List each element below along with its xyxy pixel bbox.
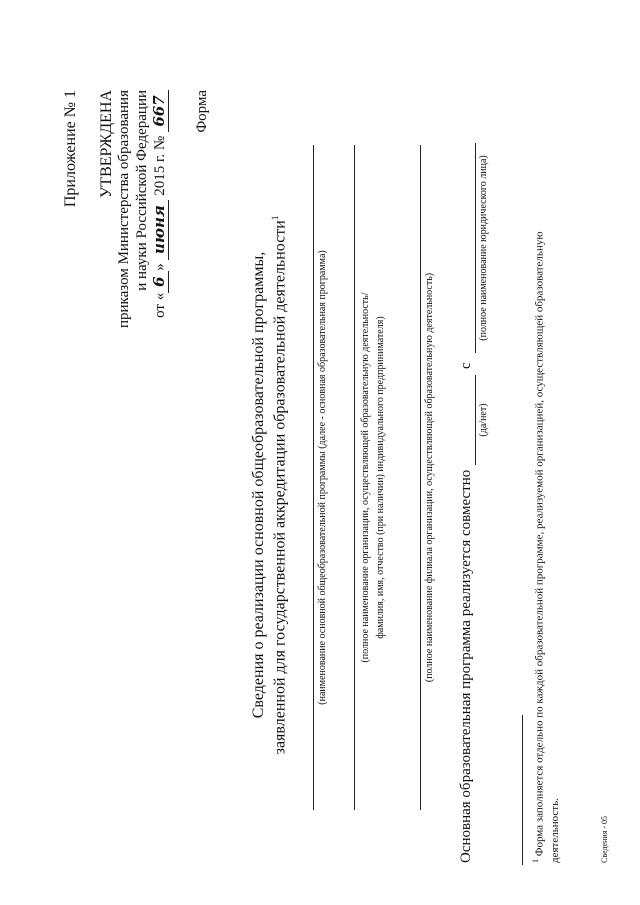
program-name-caption: (наименование основной общеобразовательной программы (далее - основная образовательная программа) bbox=[317, 250, 328, 705]
legal-entity-line bbox=[475, 143, 476, 353]
footnote bbox=[528, 43, 563, 863]
organization-caption-line-1: (полное наименование организации, осуществляющей образовательную деятельность/ bbox=[360, 292, 371, 663]
date-prefix: от « bbox=[152, 292, 168, 318]
form-label: Форма bbox=[194, 90, 210, 133]
date-month: июня bbox=[150, 200, 169, 260]
yesno-caption: (да/нет) bbox=[478, 403, 489, 437]
footnote-mark: 1 bbox=[531, 859, 540, 863]
branch-name-line bbox=[420, 145, 421, 810]
document-title-line-1: Сведения о реализации основной общеобразовательной программы, bbox=[250, 251, 267, 719]
document-title-text: заявленной для государственной аккредитации образовательной деятельности bbox=[271, 220, 289, 755]
order-date-line bbox=[150, 90, 169, 318]
footnote-separator bbox=[522, 715, 523, 865]
yesno-line bbox=[475, 375, 476, 465]
approved-label: УТВЕРЖДЕНА bbox=[98, 90, 115, 199]
branch-caption: (полное наименование филиала организации, осуществляющей образовательную деятельность) bbox=[424, 272, 435, 683]
footer-form-code: Сведения - 05 bbox=[600, 815, 609, 863]
footnote-text-line-2: деятельность. bbox=[548, 798, 561, 863]
order-line-2: и науки Российской Федерации bbox=[134, 90, 150, 291]
document-title-line-2 bbox=[270, 165, 289, 805]
program-name-line bbox=[313, 145, 314, 810]
organization-name-line bbox=[354, 145, 355, 810]
title-footnote-mark: 1 bbox=[270, 215, 280, 221]
footnote-text-line-1: Форма заполняется отдельно по каждой образовательной программе, реализуемой организацией, осуществляющей образовательную bbox=[533, 231, 546, 857]
date-mid: » bbox=[152, 263, 168, 271]
organization-caption-line-2: фамилия, имя, отчество (при наличии) индивидуального предпринимателя) bbox=[375, 316, 386, 639]
joint-with-label: с bbox=[458, 362, 474, 369]
date-day: 6 bbox=[150, 271, 169, 293]
joint-implementation-text: Основная образовательная программа реализуется совместно bbox=[458, 469, 474, 863]
date-year: 2015 г. № bbox=[152, 135, 168, 196]
legal-entity-caption: (полное наименование юридического лица) bbox=[478, 155, 489, 341]
order-line-1: приказом Министерства образования bbox=[116, 90, 132, 328]
order-number: 667 bbox=[150, 90, 169, 132]
appendix-number: Приложение № 1 bbox=[62, 90, 79, 208]
